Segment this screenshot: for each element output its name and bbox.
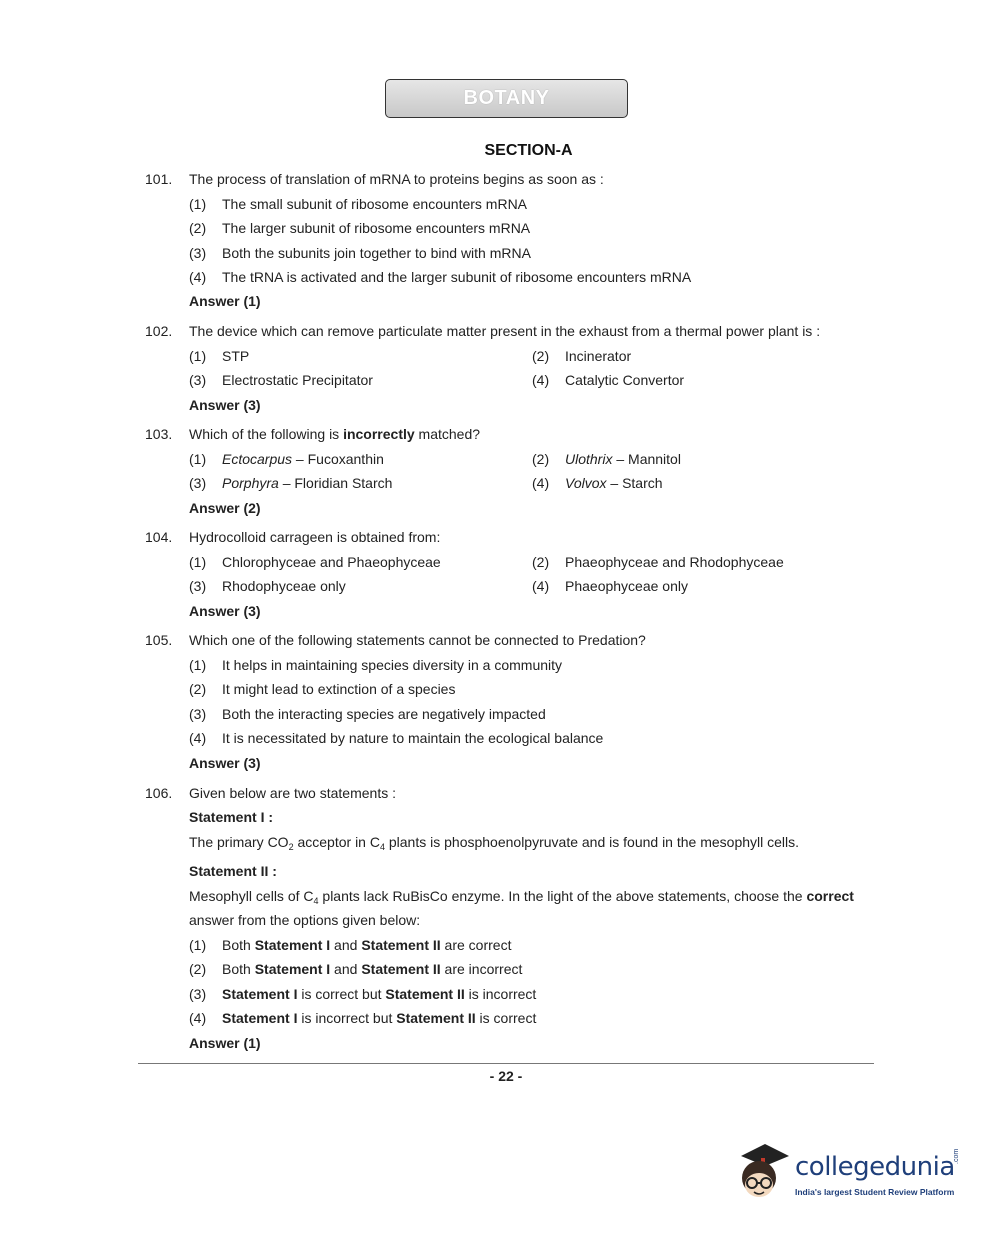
option-2: (2) Incinerator <box>532 348 632 364</box>
option-1: (1) Chlorophyceae and Phaeophyceae <box>189 554 441 570</box>
option-2: (2) Both Statement I and Statement II are incorrect <box>189 961 523 977</box>
option-1: (1) It helps in maintaining species diversity in a community <box>189 657 563 673</box>
option-2: (2) Phaeophyceae and Rhodophyceae <box>532 554 784 570</box>
option-3: (3) Electrostatic Precipitator <box>189 372 373 388</box>
question-number: 103. <box>145 426 173 442</box>
answer: Answer (3) <box>189 755 261 771</box>
option-3: (3) Rhodophyceae only <box>189 578 346 594</box>
subject-title: BOTANY <box>463 87 550 109</box>
answer: Answer (2) <box>189 500 261 516</box>
statement-1-label: Statement I : <box>189 809 274 825</box>
option-3: (3) Statement I is correct but Statement II is incorrect <box>189 986 537 1002</box>
question-text: The device which can remove particulate matter present in the exhaust from a thermal power plant is : <box>189 323 821 339</box>
question-text: The process of translation of mRNA to proteins begins as soon as : <box>189 171 604 187</box>
answer: Answer (3) <box>189 397 261 413</box>
question-text: Which one of the following statements cannot be connected to Predation? <box>189 632 646 648</box>
option-1: (1) The small subunit of ribosome encounters mRNA <box>189 196 528 212</box>
option-2: (2) Ulothrix – Mannitol <box>532 451 681 467</box>
option-4: (4) Catalytic Convertor <box>532 372 685 388</box>
question-text: Hydrocolloid carrageen is obtained from: <box>189 529 441 545</box>
option-3: (3) Porphyra – Floridian Starch <box>189 475 393 491</box>
mascot-icon <box>733 1138 795 1210</box>
question-number: 106. <box>145 785 173 801</box>
option-3: (3) Both the subunits join together to bind with mRNA <box>189 245 531 261</box>
statement-2-text: Mesophyll cells of $C_4$ plants lack RuBisCo enzyme. In the light of the above statements, choose the correct <box>189 888 854 906</box>
option-1: (1) Ectocarpus – Fucoxanthin <box>189 451 384 467</box>
question-text: Which of the following is incorrectly matched? <box>189 426 481 442</box>
page-number: - 22 - <box>489 1068 523 1084</box>
footer-divider <box>138 1063 874 1064</box>
subject-banner <box>385 79 628 118</box>
collegedunia-logo <box>733 1138 963 1210</box>
option-4: (4) It is necessitated by nature to maintain the ecological balance <box>189 730 604 746</box>
option-3: (3) Both the interacting species are negatively impacted <box>189 706 546 722</box>
option-4: (4) Volvox – Starch <box>532 475 663 491</box>
answer: Answer (1) <box>189 293 261 309</box>
option-2: (2) It might lead to extinction of a species <box>189 681 456 697</box>
logo-wordmark: collegedunia <box>795 1152 955 1182</box>
logo-tagline: India's largest Student Review Platform <box>795 1187 955 1197</box>
question-number: 102. <box>145 323 173 339</box>
option-1: (1) STP <box>189 348 250 364</box>
statement-2-label: Statement II : <box>189 863 277 879</box>
statement-1-text: The primary $CO_2$ acceptor in $C_4$ plants is phosphoenolpyruvate and is found in the mesophyll cells. <box>189 834 800 852</box>
option-4: (4) Phaeophyceae only <box>532 578 688 594</box>
logo-domain: .com <box>953 1148 960 1164</box>
answer: Answer (1) <box>189 1035 261 1051</box>
option-4: (4) Statement I is incorrect but Statement II is correct <box>189 1010 537 1026</box>
option-1: (1) Both Statement I and Statement II are correct <box>189 937 512 953</box>
option-2: (2) The larger subunit of ribosome encounters mRNA <box>189 220 531 236</box>
answer: Answer (3) <box>189 603 261 619</box>
option-4: (4) The tRNA is activated and the larger subunit of ribosome encounters mRNA <box>189 269 692 285</box>
section-title: SECTION-A <box>484 142 573 159</box>
question-number: 101. <box>145 171 173 187</box>
statement-2-text-continued: answer from the options given below: <box>189 912 421 928</box>
question-text: Given below are two statements : <box>189 785 396 801</box>
question-number: 105. <box>145 632 173 648</box>
question-number: 104. <box>145 529 173 545</box>
